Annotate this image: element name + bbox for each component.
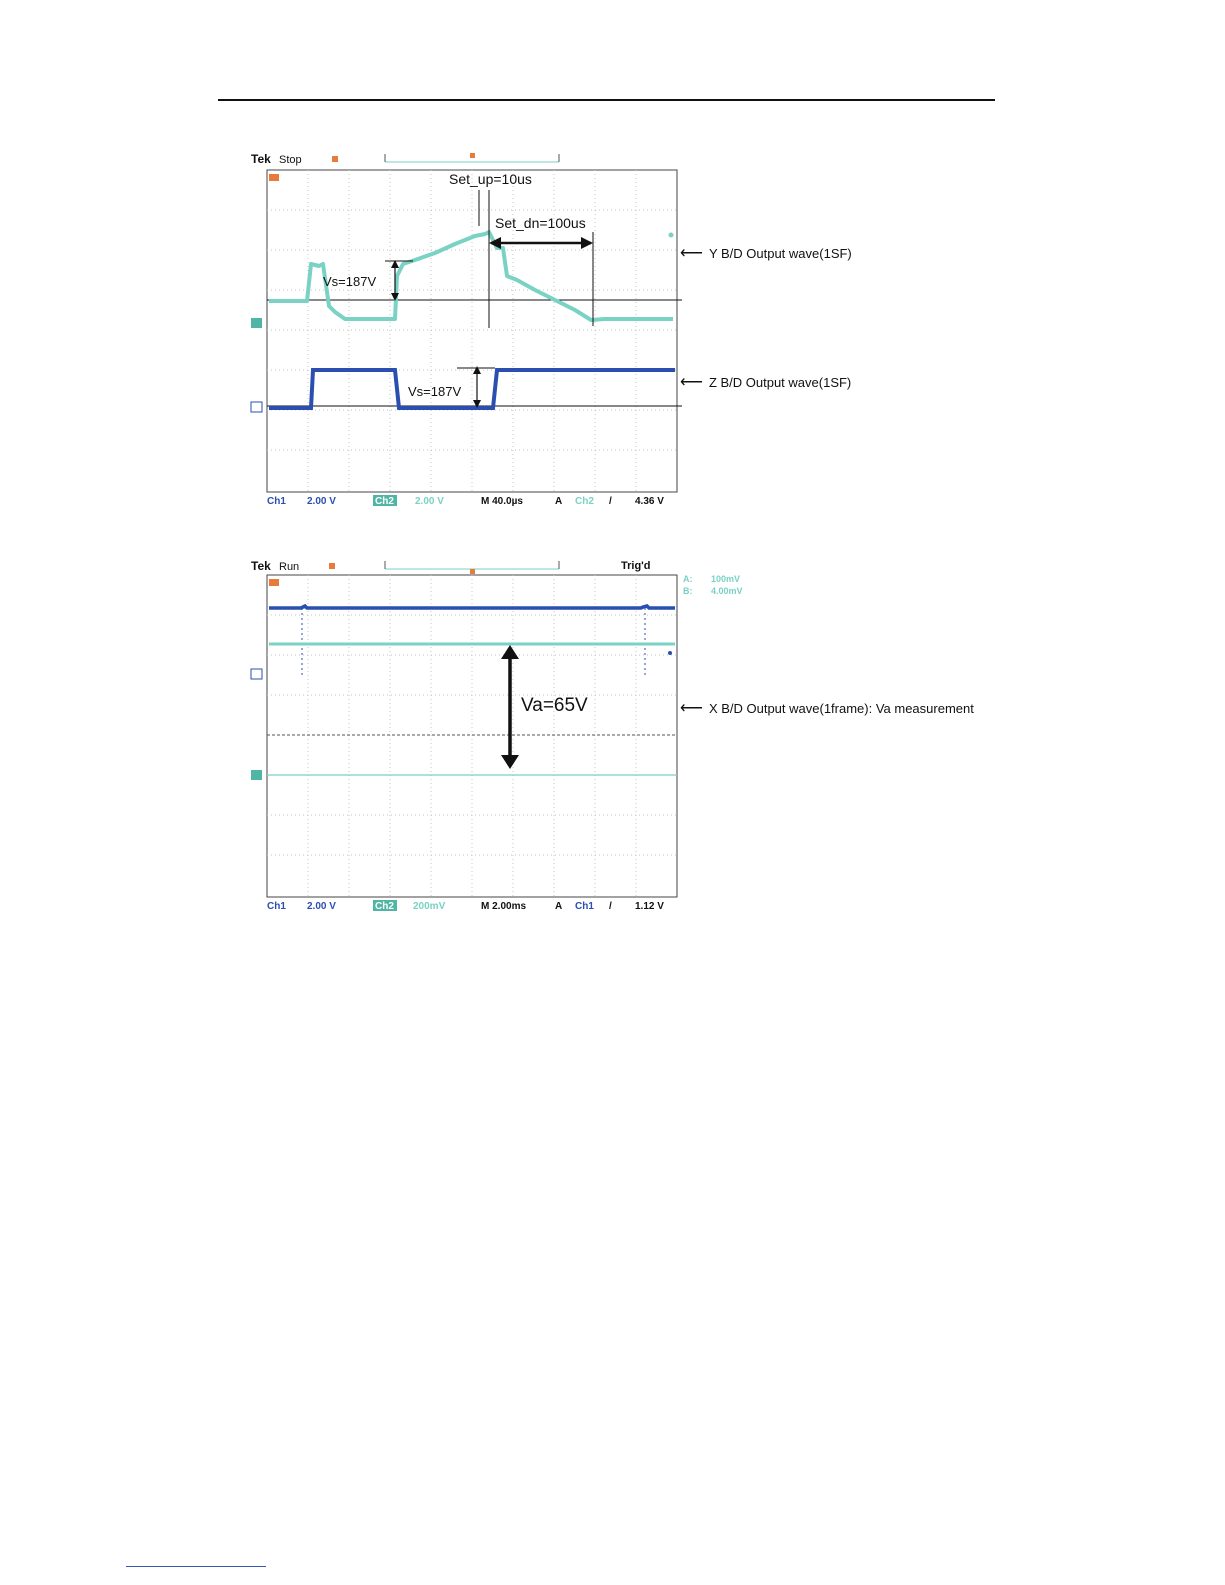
scope2-state: Run [279, 561, 300, 573]
scope2-brand: Tek [251, 559, 271, 573]
scope1-setup-label: Set_up=10us [449, 171, 532, 187]
scope1-ch2-scale: 2.00 V [415, 496, 444, 507]
y-output-label [680, 243, 852, 263]
x-output-text: X B/D Output wave(1frame): Va measurement [708, 700, 974, 716]
scope2-timebase: M 2.00ms [481, 901, 527, 912]
scope1-setdn-label: Set_dn=100us [495, 215, 586, 231]
scope1-trigger-marker [251, 402, 262, 412]
scope1-ch1-scale: 2.00 V [307, 496, 336, 507]
scope2-trigger-level: 1.12 V [635, 901, 664, 912]
scope1-ch2-ground-marker [251, 318, 262, 328]
scope2-cursor-b-value: 4.00mV [711, 586, 743, 596]
scope2-ch2-label: Ch2 [375, 901, 394, 912]
scope2-cursor-a: A: [683, 574, 693, 584]
scope2-ch1-marker-dot [668, 651, 672, 655]
scope1-timebase: M 40.0µs [481, 496, 523, 507]
scope1-trigger-position-marker [470, 153, 475, 158]
scope2-corner-marker [269, 579, 279, 586]
scope1-ch2-label: Ch2 [375, 496, 394, 507]
scope1-trigger-level: 4.36 V [635, 496, 664, 507]
scope1-state: Stop [279, 154, 302, 166]
left-arrow-icon: ⟵ [680, 700, 703, 717]
scope1-footer [267, 495, 664, 507]
scope1-y-marker-dot [669, 233, 674, 238]
scope1-record-marker [332, 156, 338, 162]
scope2-ch2-ground-marker [251, 770, 262, 780]
scope2-trig-status: Trig'd [621, 560, 651, 572]
x-output-label [680, 698, 974, 718]
scope2-trigger-slope-icon: / [609, 901, 612, 912]
y-output-text: Y B/D Output wave(1SF) [708, 245, 852, 261]
scope2-ch2-scale: 200mV [413, 901, 446, 912]
scope2-ch1-waveform [269, 606, 675, 608]
oscilloscope-capture-1 [245, 148, 685, 512]
z-output-label [680, 372, 851, 392]
scope1-brand: Tek [251, 152, 271, 166]
scope2-record-marker [329, 563, 335, 569]
scope2-trigger-mode: A [555, 901, 563, 912]
scope2-cursor-b: B: [683, 586, 693, 596]
scope2-cursor-a-value: 100mV [711, 574, 741, 584]
z-output-text: Z B/D Output wave(1SF) [708, 374, 852, 390]
scope1-trigger-slope-icon: / [609, 496, 612, 507]
scope2-cursor-readout [683, 574, 743, 596]
header-rule [218, 99, 995, 101]
scope1-vs-z-label: Vs=187V [408, 384, 462, 399]
scope2-trigger-source: Ch1 [575, 901, 594, 912]
scope2-ch1-label: Ch1 [267, 901, 286, 912]
oscilloscope-capture-2 [245, 555, 775, 917]
scope1-ch1-label: Ch1 [267, 496, 286, 507]
scope1-vs-y-label: Vs=187V [323, 274, 377, 289]
scope1-trigger-source: Ch2 [575, 496, 594, 507]
scope2-va-label: Va=65V [521, 695, 588, 716]
scope1-trigger-mode: A [555, 496, 563, 507]
left-arrow-icon: ⟵ [680, 245, 703, 262]
scope2-footer [267, 900, 664, 912]
left-arrow-icon: ⟵ [680, 374, 703, 391]
scope1-corner-marker [269, 174, 279, 181]
footnote-rule [126, 1566, 266, 1567]
scope2-trigger-position-marker [470, 569, 475, 574]
scope2-trigger-marker [251, 669, 262, 679]
scope2-ch1-scale: 2.00 V [307, 901, 336, 912]
